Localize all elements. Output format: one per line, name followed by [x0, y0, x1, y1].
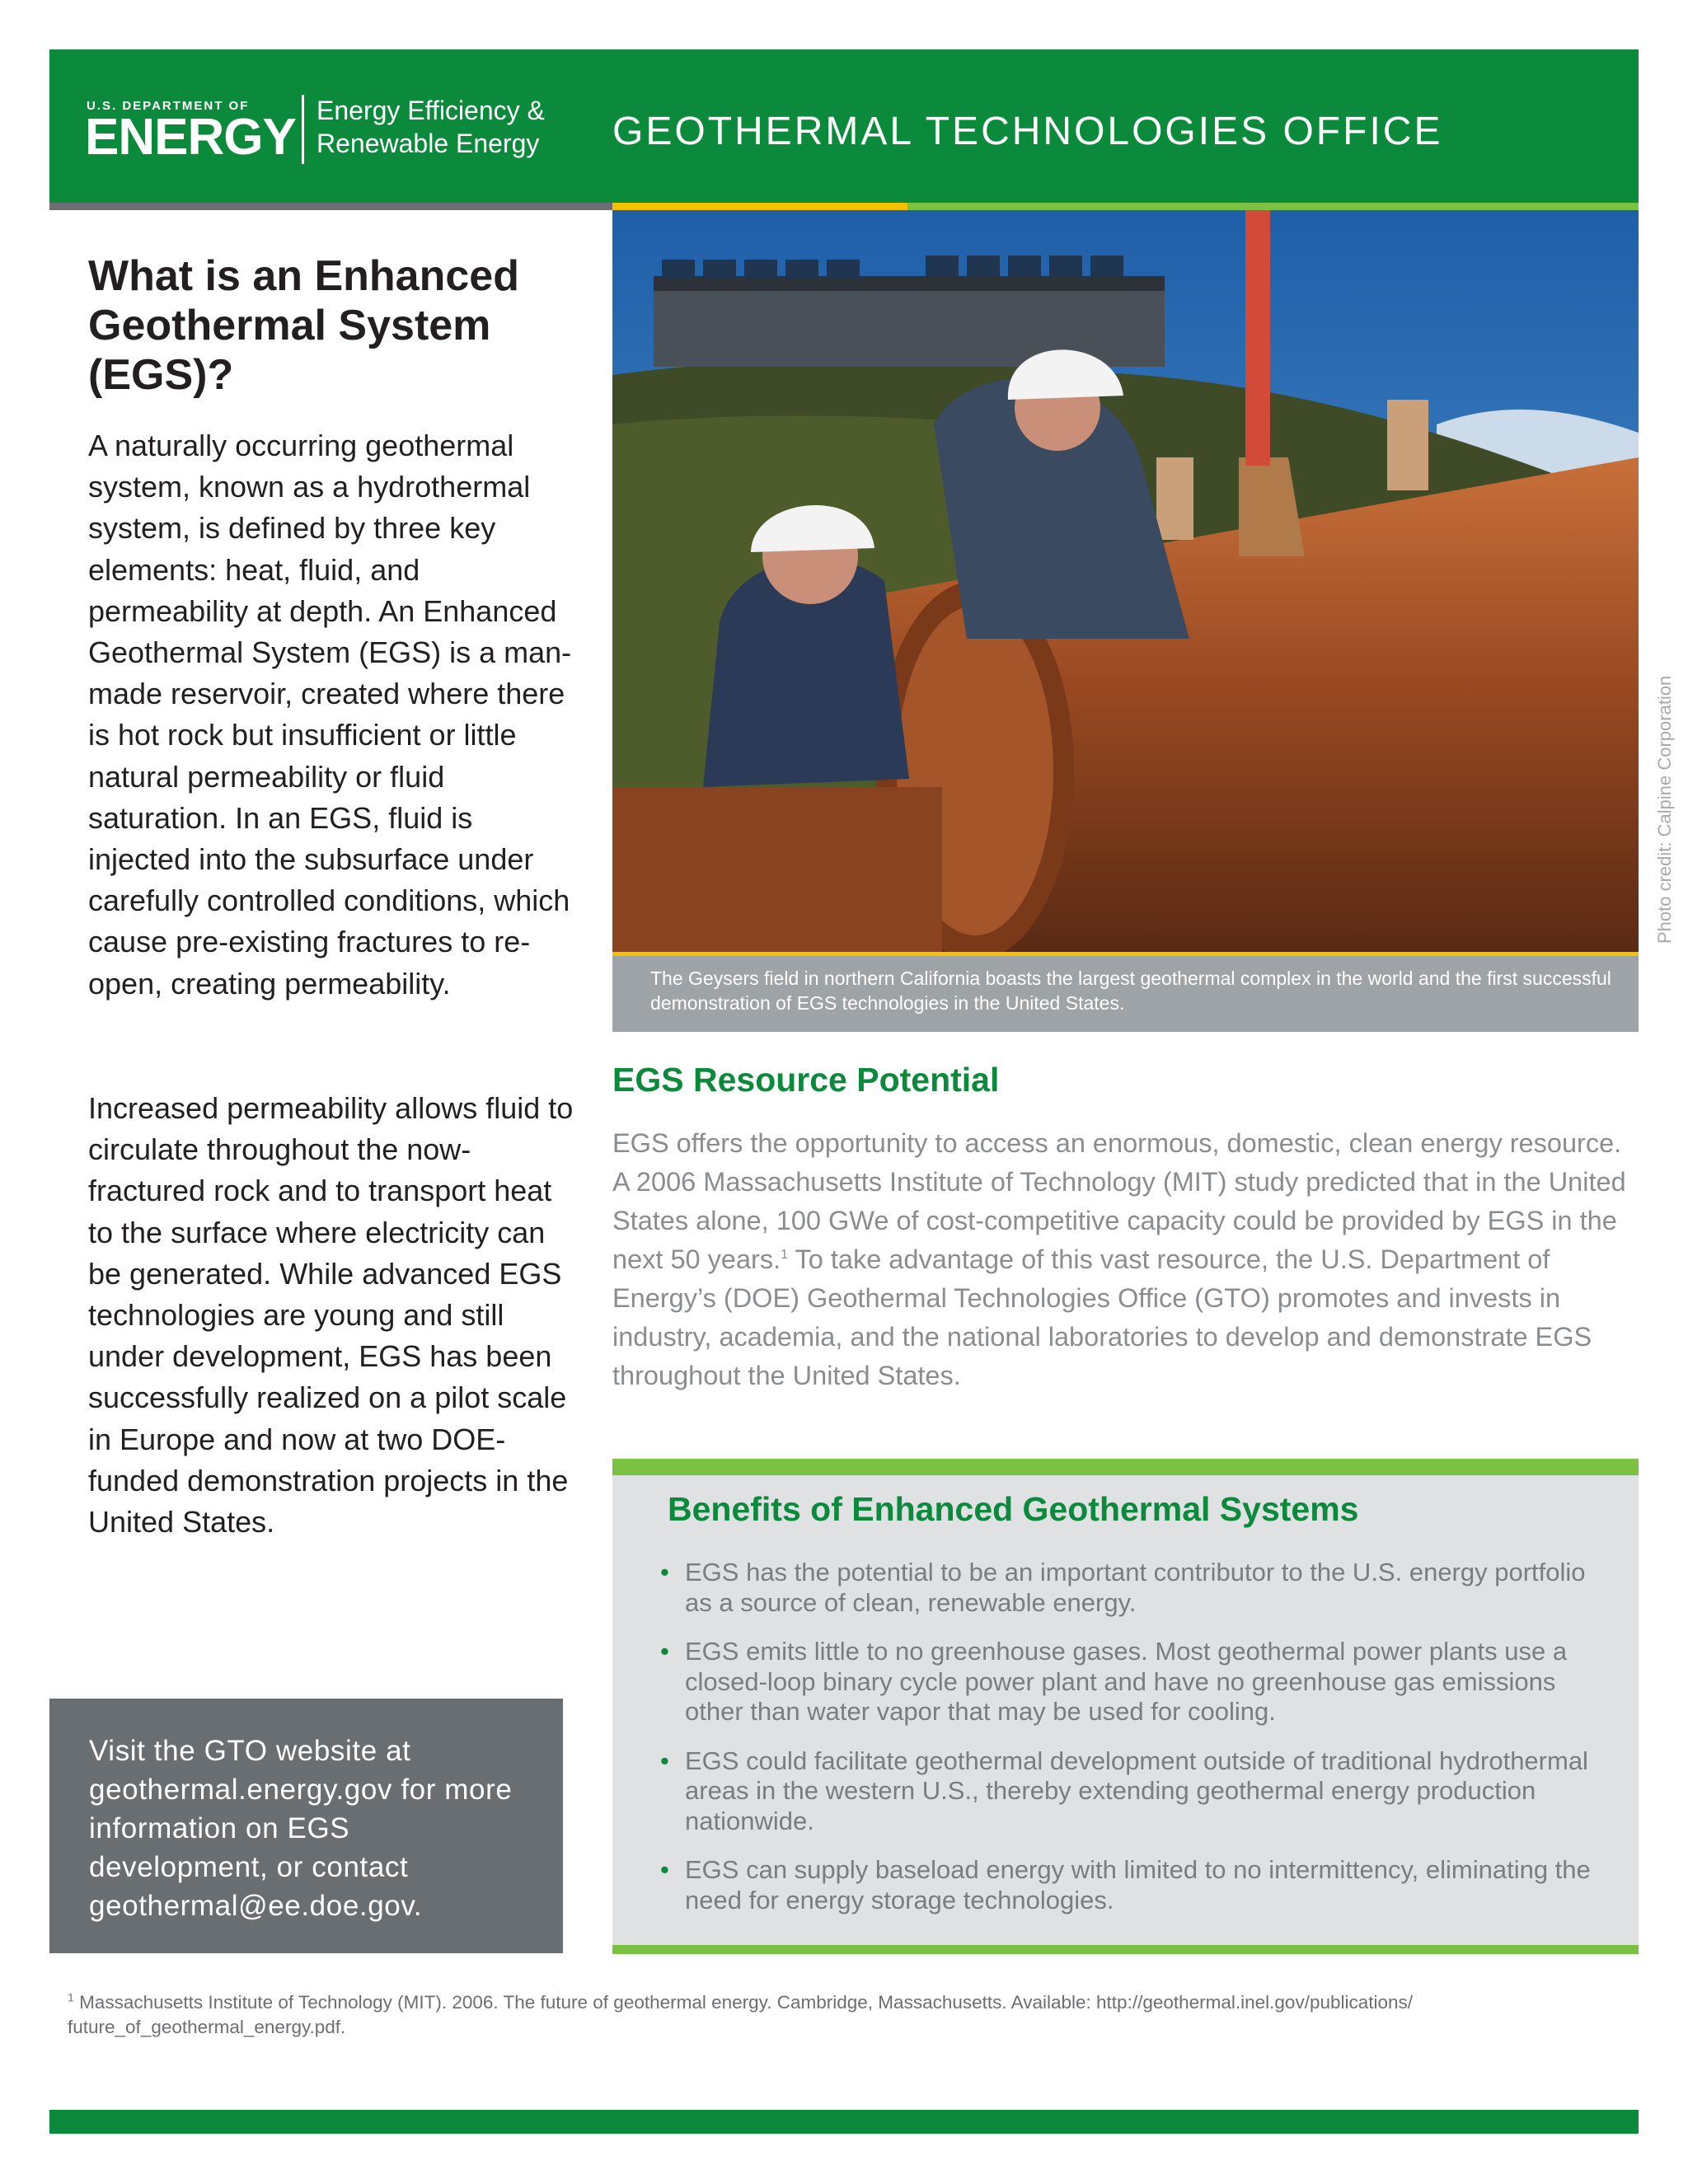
- resource-paragraph: [612, 1124, 1626, 1395]
- resource-heading: EGS Resource Potential: [612, 1061, 1000, 1099]
- program-title: GEOTHERMAL TECHNOLOGIES OFFICE: [612, 110, 1443, 153]
- benefit-text: EGS could facilitate geothermal development outside of traditional hydrothermal areas in the western U.S., thereby extending geothermal energy production nationwide.: [685, 1746, 1588, 1835]
- bullet-icon: •: [660, 1746, 669, 1775]
- benefit-item: [660, 1746, 1592, 1837]
- benefit-item: [660, 1637, 1592, 1727]
- office-name-line1: Energy Efficiency &: [316, 96, 545, 125]
- callout-text[interactable]: Visit the GTO website at geothermal.energy.gov for more information on EGS development, or contact geothermal@ee.doe.gov.: [89, 1735, 513, 1922]
- benefit-item: [660, 1855, 1592, 1915]
- photo-credit: Photo credit: Calpine Corporation: [1654, 675, 1675, 944]
- benefits-bottom-bar: [612, 1945, 1639, 1954]
- office-name-line2: Renewable Energy: [316, 129, 540, 158]
- benefit-item: [660, 1558, 1592, 1618]
- benefits-panel: [612, 1475, 1639, 1945]
- footnote-text: Massachusetts Institute of Technology (MIT). 2006. The future of geothermal energy. Cambridge, Massachusetts. Available: http://geothermal.inel.gov/publications/ future_of_geothermal_energy.pdf.: [68, 1992, 1414, 2037]
- benefit-text: EGS emits little to no greenhouse gases. Most geothermal power plants use a closed-loop binary cycle power plant and have no greenhouse gas emissions other than water vapor that may be used for cooling.: [685, 1637, 1568, 1726]
- bullet-icon: •: [660, 1855, 669, 1884]
- divider-bar-yellow: [612, 203, 907, 210]
- footnote: [68, 1990, 1634, 2040]
- bullet-icon: •: [660, 1558, 669, 1586]
- bullet-icon: •: [660, 1637, 669, 1666]
- footnote-number: 1: [68, 1990, 74, 2004]
- footer-bar: [49, 2110, 1639, 2134]
- header-banner: [49, 49, 1639, 203]
- logo-divider: [302, 95, 304, 164]
- benefits-top-bar: [612, 1459, 1639, 1475]
- agency-small-label: U.S. DEPARTMENT OF: [87, 99, 250, 113]
- footnote-reference[interactable]: 1: [781, 1248, 789, 1263]
- photo-caption: The Geysers field in northern California boasts the largest geothermal complex in the world and the first successful demonstration of EGS technologies in the United States.: [650, 968, 1611, 1014]
- page-title: What is an Enhanced Geothermal System (EGS)?: [88, 252, 519, 399]
- photo-caption-box: [612, 956, 1639, 1032]
- intro-paragraph-2: Increased permeability allows fluid to circulate throughout the now-fractured rock and to transport heat to the surface where electricity can be generated. While advanced EGS technologies are young and still under development, EGS has been successfully realized on a pilot scale in Europe and now at two DOE-funded demonstration projects in the United States.: [88, 1091, 574, 1540]
- intro-paragraph-1: A naturally occurring geothermal system, known as a hydrothermal system, is defined by three key elements: heat, fluid, and permeability at depth. An Enhanced Geothermal System (EGS) is a man-made reservoir, created where there is hot rock but insufficient or little natural permeability or fluid saturation. In an EGS, fluid is injected into the subsurface under carefully controlled conditions, which cause pre-existing fractures to re-open, creating permeability.: [88, 429, 572, 1001]
- resource-text-part1: EGS offers the opportunity to access an enormous, domestic, clean energy resource. A 2006 Massachusetts Institute of Technology (MIT) study predicted that in the United States alone, 100 GWe of cost-competitive capacity could be provided by EGS in the next 50 years.: [612, 1128, 1626, 1274]
- divider-bar-green: [907, 203, 1639, 210]
- agency-logo-text: ENERGY: [85, 109, 296, 166]
- callout-box: [49, 1699, 563, 1953]
- resource-text-part2: To take advantage of this vast resource, the U.S. Department of Energy’s (DOE) Geothermal Technologies Office (GTO) promotes and invests in industry, academia, and the national laboratories to develop and demonstrate EGS throughout the United States.: [612, 1244, 1592, 1390]
- benefit-text: EGS can supply baseload energy with limited to no intermittency, eliminating the need for energy storage technologies.: [685, 1855, 1591, 1915]
- benefits-list: [660, 1558, 1592, 1934]
- benefit-text: EGS has the potential to be an important contributor to the U.S. energy portfolio as a source of clean, renewable energy.: [685, 1558, 1586, 1617]
- divider-bar-grey: [49, 203, 612, 210]
- benefits-heading: Benefits of Enhanced Geothermal Systems: [668, 1490, 1359, 1528]
- geysers-photo: [612, 210, 1639, 952]
